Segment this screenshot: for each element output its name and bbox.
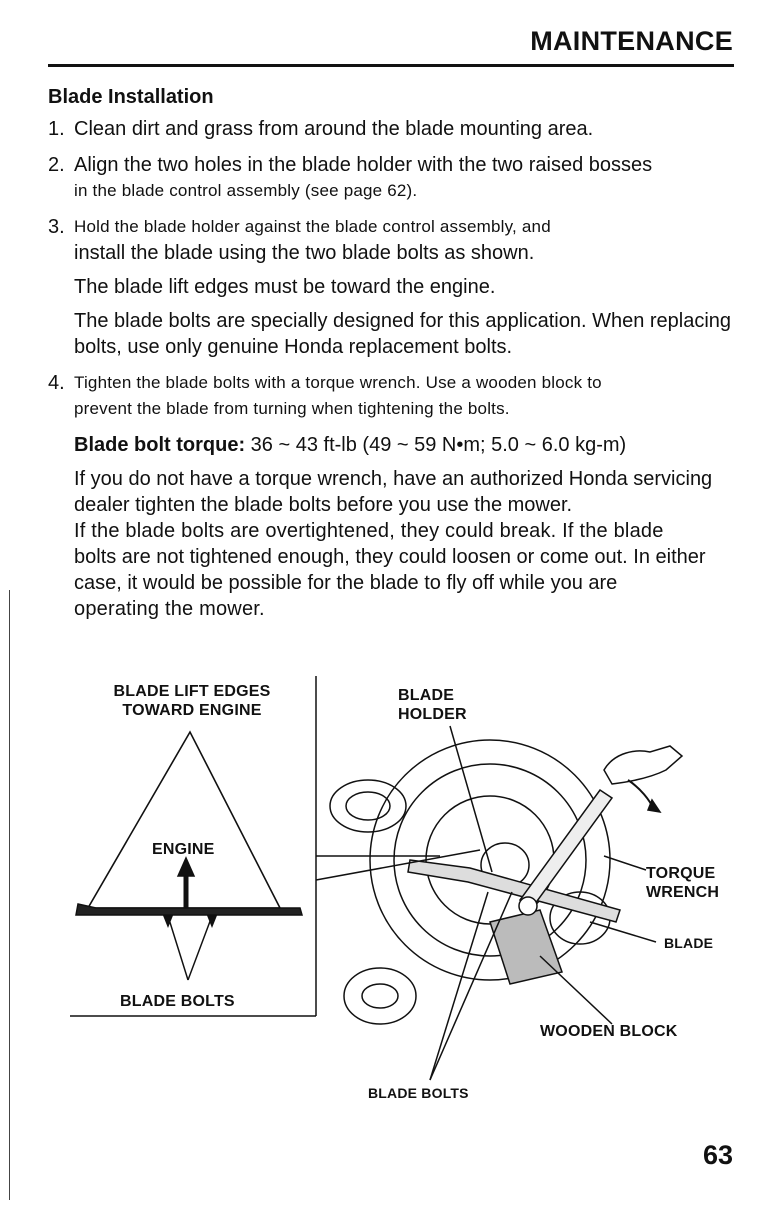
step-1 <box>48 116 738 142</box>
step-text: Hold the blade holder against the blade control assembly, and <box>74 217 551 236</box>
torque-wrench-shape <box>520 790 612 908</box>
label-lift-edges <box>104 682 280 720</box>
label-blade-holder-line2: HOLDER <box>398 706 467 723</box>
torque-spec-label: Blade bolt torque: <box>74 434 246 456</box>
step-text: Clean dirt and grass from around the blade mounting area. <box>74 118 594 140</box>
label-wooden-block: WOODEN BLOCK <box>540 1023 678 1040</box>
leader-bolt-bottom <box>430 892 512 1080</box>
label-torque-line1: TORQUE <box>646 865 716 882</box>
step-number: 2. <box>48 154 65 176</box>
page-header-title: MAINTENANCE <box>530 26 733 56</box>
step-text-cont: in the blade control assembly (see page 62). <box>74 181 418 200</box>
rear-wheel <box>344 968 416 1024</box>
torque-note-loosen: bolts are not tightened enough, they could loosen or come out. In either case, it would be possible for the blade to fly off while you are <box>74 546 706 594</box>
label-blade-holder <box>398 686 467 724</box>
torque-spec-value: 36 ~ 43 ft-lb (49 ~ 59 N•m; 5.0 ~ 6.0 kg-m) <box>250 434 627 456</box>
leader-blade <box>590 922 656 942</box>
step-text-cont: prevent the blade from turning when tightening the bolts. <box>74 399 510 418</box>
label-lift-edges-line1: BLADE LIFT EDGES <box>113 683 271 700</box>
page-number: 63 <box>702 1140 733 1170</box>
step-text: Align the two holes in the blade holder with the two raised bosses <box>74 154 653 176</box>
bolt-pointer <box>188 916 212 980</box>
leader-wooden-block <box>540 956 612 1024</box>
label-blade: BLADE <box>664 935 714 951</box>
label-blade-holder-line1: BLADE <box>398 687 455 704</box>
engine-arrow-head <box>178 858 194 876</box>
section-title: Blade Installation <box>48 86 214 108</box>
instructions <box>48 116 738 622</box>
bolt-pointer <box>168 916 188 980</box>
step-number: 4. <box>48 372 65 394</box>
torque-note-dealer: If you do not have a torque wrench, have an authorized Honda servicing dealer tighten the blade bolts before you use the mower. <box>74 468 713 516</box>
step-3-note-lift-edges: The blade lift edges must be toward the engine. <box>74 276 496 298</box>
torque-note-operating: operating the mower. <box>74 598 265 620</box>
blade-edge-shape <box>76 904 302 915</box>
blade-shape <box>408 860 620 922</box>
leader-blade-holder <box>450 726 492 872</box>
step-2 <box>48 152 738 204</box>
wooden-block-shape <box>490 910 562 984</box>
step-3 <box>48 214 738 266</box>
torque-spec <box>48 432 738 458</box>
header-rule <box>48 64 734 67</box>
label-torque-line2: WRENCH <box>646 884 720 901</box>
step-text: Tighten the blade bolts with a torque wrench. Use a wooden block to <box>74 373 602 392</box>
step-3-note-bolts: The blade bolts are specially designed for this application. When replacing bolts, use only genuine Honda replacement bolts. <box>74 310 732 358</box>
step-number: 3. <box>48 216 65 238</box>
label-lift-edges-line2: TOWARD ENGINE <box>122 702 262 719</box>
label-blade-bolts-bottom: BLADE BOLTS <box>368 1085 469 1101</box>
label-torque-wrench <box>646 864 719 902</box>
hand-shape <box>604 746 682 784</box>
label-blade-bolts-left: BLADE BOLTS <box>120 993 235 1010</box>
blade-installation-figure <box>0 660 769 1120</box>
leader-bolt-bottom <box>430 892 488 1080</box>
step-number: 1. <box>48 118 65 140</box>
step-4 <box>48 370 738 422</box>
step-text-cont: install the blade using the two blade bolts as shown. <box>74 242 535 264</box>
label-engine: ENGINE <box>152 841 215 858</box>
torque-note-overtighten: If the blade bolts are overtightened, they could break. If the blade <box>74 520 664 542</box>
